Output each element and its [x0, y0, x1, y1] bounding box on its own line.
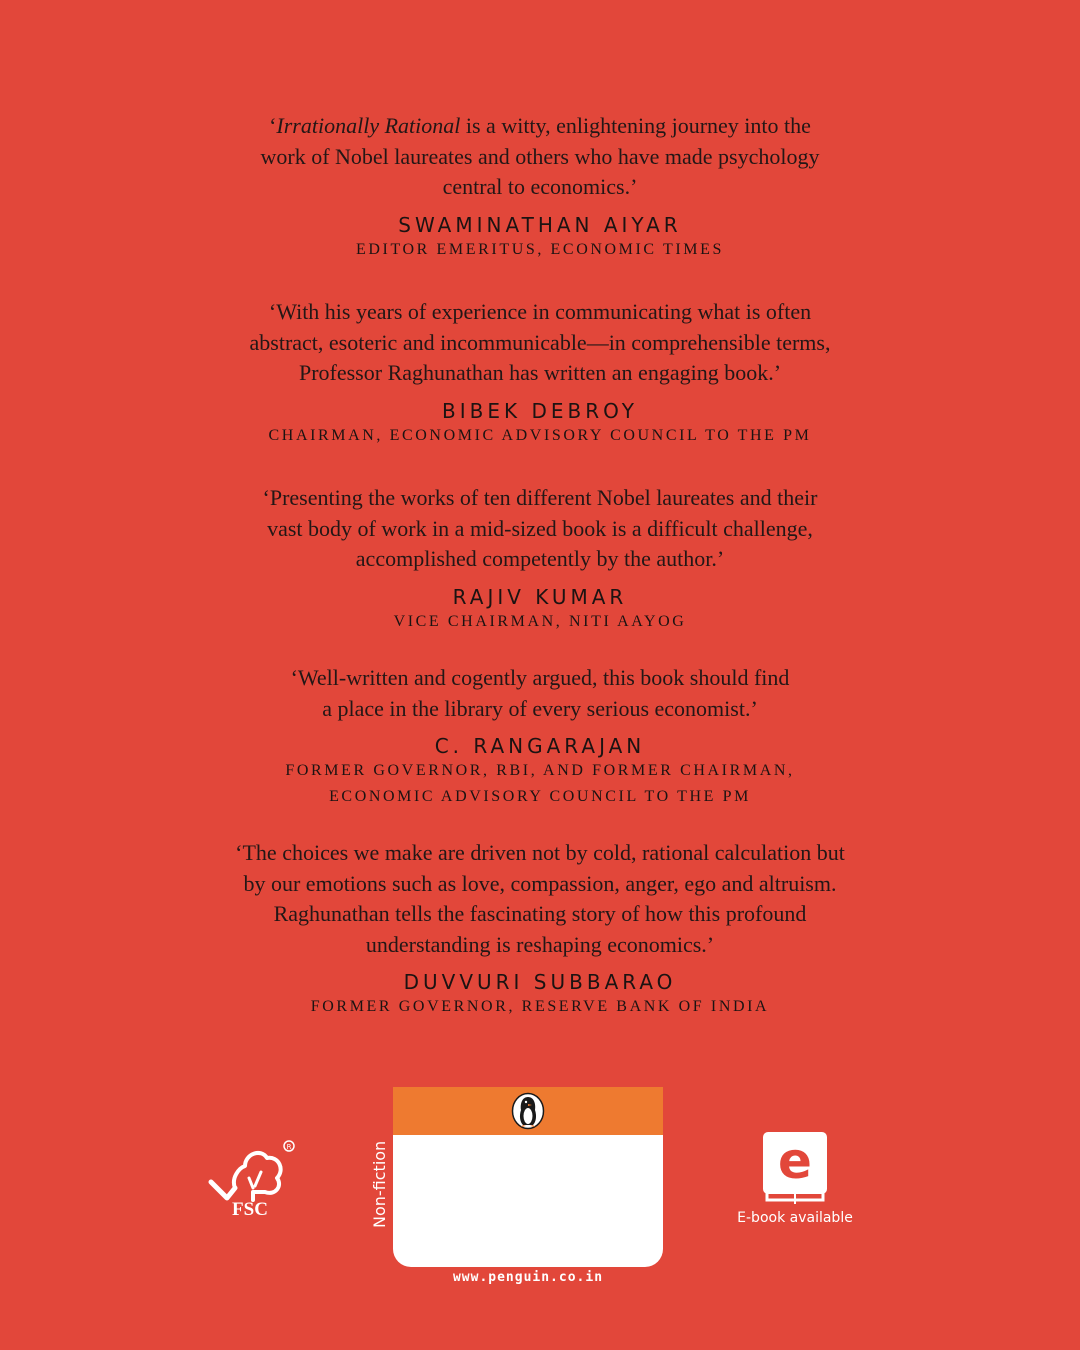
svg-text:R: R — [286, 1143, 292, 1151]
penguin-logo-icon — [511, 1092, 545, 1130]
endorsement-4 — [0, 663, 1080, 810]
endorsement-quote: ‘Irrationally Rational is a witty, enlightening journey into the work of Nobel laureates and others who have made psychology central to economics.’ — [260, 113, 820, 199]
svg-text:Non-fiction: Non-fiction — [370, 1140, 389, 1228]
category-label — [364, 1140, 394, 1230]
ebook-letter: e — [778, 1132, 812, 1190]
endorsement-quote: ‘Well-written and cogently argued, this book should find a place in the library of every serious economist.’ — [290, 665, 790, 721]
endorser-title: CHAIRMAN, ECONOMIC ADVISORY COUNCIL TO THE PM — [268, 426, 812, 444]
publisher-url: www.penguin.co.in — [452, 1270, 604, 1285]
ebook-badge — [725, 1130, 865, 1226]
endorser-name: DUVVURI SUBBARAO — [403, 970, 677, 994]
endorsement-5 — [0, 838, 1080, 1020]
fsc-logo — [205, 1138, 295, 1218]
endorser-name: BIBEK DEBROY — [442, 398, 638, 423]
book-title-italic: Irrationally Rational — [276, 113, 461, 138]
ebook-icon — [760, 1130, 830, 1206]
endorser-title: EDITOR EMERITUS, ECONOMIC TIMES — [355, 240, 724, 258]
endorser-title: VICE CHAIRMAN, NITI AAYOG — [393, 612, 687, 630]
endorsement-2 — [0, 297, 1080, 449]
endorser-name: RAJIV KUMAR — [452, 584, 628, 609]
endorser-title: FORMER GOVERNOR, RESERVE BANK OF INDIA — [310, 998, 770, 1015]
endorsement-quote: ‘With his years of experience in communicating what is often abstract, esoteric and incommunicable—in comprehensible terms, Professor Raghunathan has written an engaging book.’ — [249, 299, 831, 385]
endorser-title: ECONOMIC ADVISORY COUNCIL TO THE PM — [329, 788, 751, 805]
endorser-title: FORMER GOVERNOR, RBI, AND FORMER CHAIRMAN, — [285, 762, 795, 779]
endorsement-quote: ‘Presenting the works of ten different Nobel laureates and their vast body of work in a mid-sized book is a difficult challenge, accomplished competently by the author.’ — [262, 485, 818, 571]
barcode-box — [393, 1087, 663, 1267]
endorsement-quote: ‘The choices we make are driven not by cold, rational calculation but by our emotions such as love, compassion, anger, ego and altruism. Raghunathan tells the fascinating story of how this profound understanding is reshaping economics.’ — [235, 840, 845, 957]
ebook-label: E-book available — [737, 1210, 853, 1226]
endorser-name: SWAMINATHAN AIYAR — [398, 212, 682, 237]
endorsement-1 — [0, 111, 1080, 263]
fsc-tree-icon — [205, 1138, 295, 1218]
endorsement-3 — [0, 483, 1080, 635]
fsc-label: FSC — [232, 1199, 268, 1218]
endorser-name: C. RANGARAJAN — [434, 734, 646, 758]
